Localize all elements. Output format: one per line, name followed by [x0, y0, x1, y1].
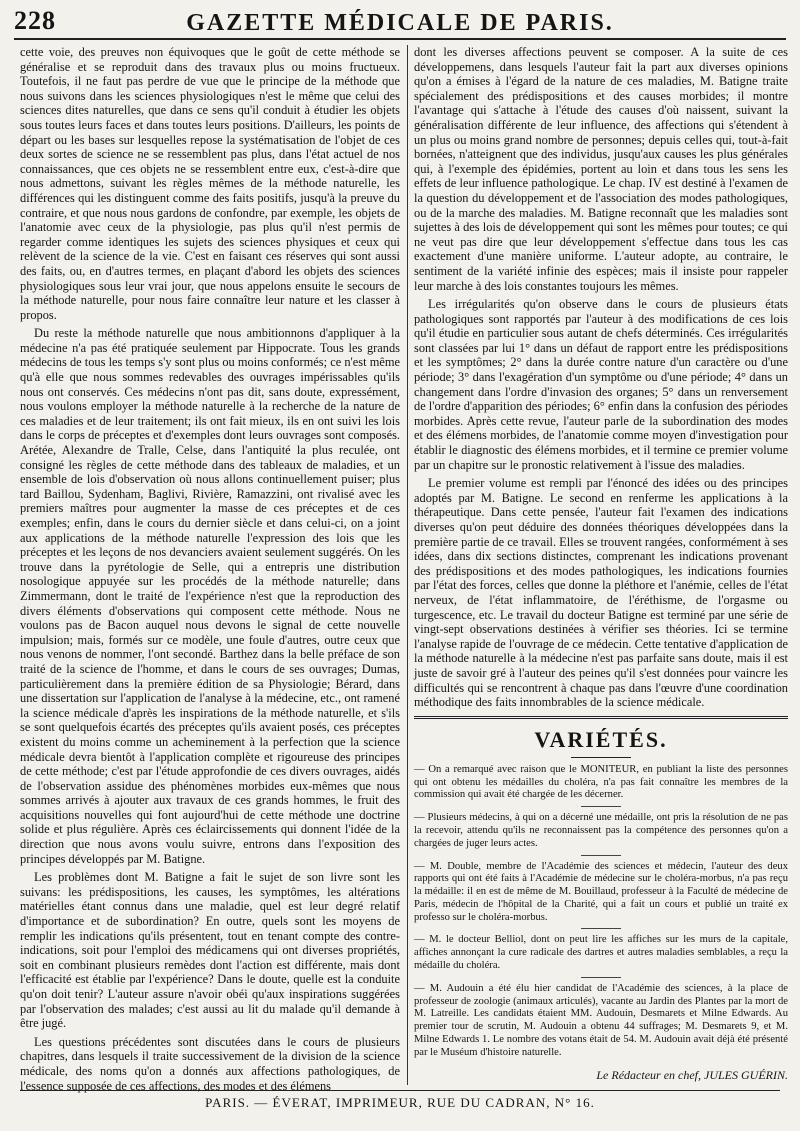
item-separator	[581, 855, 621, 856]
item-separator	[581, 806, 621, 807]
article-columns	[20, 45, 788, 1093]
heading-rule	[571, 757, 631, 758]
paragraph: Les problèmes dont M. Batigne a fait le sujet de son livre sont les suivans: les prédispositions, les causes, les symptômes, les altérations matérielles étant connus dans une maladie, quel est leur degré relatif d'importance et de subordination? En outre, quels sont les moyens de remplir les indications qu'ils présentent, tout en tenant compte des contre-indications, soit pour l'emploi des médicamens qui ont diverses propriétés, soit en combinant plusieurs remèdes dont l'action est différente, mais dont l'efficacité est établie par l'expérience? Dans le doute, quelle est la conduite qu'on doit tenir? L'auteur assure n'avoir obéi qu'aux inspirations suggérées par l'observation des malades; c'est aussi au lit du malade qu'il demande à être jugé.	[20, 870, 400, 1031]
news-item: — M. Double, membre de l'Académie des sciences et médecin, l'auteur des deux rapports qui ont été faits à l'Académie de médecine sur le choléra-morbus, n'a pas reçu la médaille: il en est de même de M. Bouillaud, professeur à la Faculté de médecine de Paris, médecin de l'hôpital de la Charité, qui a fait un cours et publié un traité ex professo sur le choléra-morbus.	[414, 860, 788, 923]
news-item: — On a remarqué avec raison que le MONITEUR, en publiant la liste des personnes qui ont obtenu les médailles du choléra, n'a pas fait connaître les membres de la commission qui avait été chargée de les décerner.	[414, 763, 788, 801]
news-item: — M. le docteur Belliol, dont on peut lire les affiches sur les murs de la capitale, affiches annonçant la cure radicale des dartres et autres maladies semblables, a reçu la médaille du choléra.	[414, 934, 788, 972]
page-number: 228	[14, 6, 56, 35]
item-separator	[581, 928, 621, 929]
news-item: — M. Audouin a été élu hier candidat de l'Académie des sciences, à la place de professeur de zoologie (animaux articulés), vacante au Jardin des Plantes par la mort de M. Latreille. Les candidats étaient MM. Audouin, Desmarets et Milne Edwards. Au premier tour de scrutin, M. Audouin a obtenu 44 suffrages; M. Desmarets 9, et M. Milne Edwards 1. Le nombre des votans était de 54. M. Audouin avait déjà été présenté par le Muséum d'histoire naturelle.	[414, 982, 788, 1058]
paragraph: cette voie, des preuves non équivoques que le goût de cette méthode se généralise et se reproduit dans des travaux plus ou moins fructueux. Toutefois, il ne faut pas perdre de vue que le principe de la méthode que nous suivons dans les sciences physiologiques n'est le même que celui des sciences dites naturelles, que dans ce sens qu'il conduit à étudier les objets sous toutes leurs faces et dans toutes leurs positions. D'ailleurs, les points de départ ou les bases sur lesquelles repose la systématisation de l'objet de ces deux sortes de science ne se ressemblent pas plus, dans l'état actuel de nos connaissances, que ces objets ne se ressemblent entre eux, c'est-à-dire que nous admettons, suivant les règles mêmes de la méthode naturelle, les différences qui les distinguent comme des faits positifs, jusqu'à la preuve du contraire, et que nous nous gardons de confondre, par exemple, les objets de l'anatomie avec ceux de la physiologie, pas plus qu'il n'est permis de regarder comme identiques les sujets des sciences physiques et ceux qui relèvent de la science de la vie. C'est en faisant ces réserves qui sont aussi des faits, ou, en d'autres termes, en plaçant d'abord les objets des sciences physiologiques sous leur vrai jour, que nous appelons ensuite le secours de la méthode naturelle, pour nous faire connaître leur nature et les classer à propos.	[20, 45, 400, 322]
section-divider	[414, 716, 788, 719]
paragraph: Les irrégularités qu'on observe dans le cours de plusieurs états pathologiques sont rapportés par l'auteur à des modifications de ces lois qu'il étudie en particulier sous autant de chefs déterminés. Ces irrégularités sont classées par lui 1° dans un défaut de rapport entre les prédispositions et les symptômes; 2° dans la durée contre nature d'un caractère ou d'une période; 3° dans l'exagération d'un symptôme ou d'une période; 4° dans un changement dans l'ordre d'invasion des organes; 5° dans un renversement de l'ordre d'apparition des périodes; 6° enfin dans la confusion des périodes morbides. Après cette revue, l'auteur parle de la subordination des modes et des élémens morbides, de l'anatomie comme moyen d'investigation pour établir le diagnostic des élémens morbides, et il termine ce premier volume par un chapitre sur le pronostic relativement à l'issue des maladies.	[414, 297, 788, 472]
page-header	[14, 4, 786, 40]
right-column	[414, 45, 788, 1085]
paragraph: Le premier volume est rempli par l'énoncé des idées ou des principes adoptés par M. Batigne. Le second en renferme les applications à la thérapeutique. Dans cette pensée, l'auteur fait l'examen des indications diverses qu'on peut déduire des données théoriques développées dans la première partie de ce travail. Elles se trouvent rangées, conformément à ses idées, dans dix sections distinctes, comprenant les indications provenant des prédispositions et des modes pathologiques, les indications fournies par l'état des forces, celles que donne la pléthore et l'anémie, celles de l'état nerveux, de l'état inflammatoire, de l'éréthisme, de l'orgasme ou turgescence, etc. Le travail du docteur Batigne est terminé par une série de vingt-sept observations destinées à vérifier ses théories. Ici se termine l'analyse rapide de l'ouvrage de ce médecin. Cette tentative d'application de la méthode naturelle à la médecine n'est pas parfaite sans doute, mais il est juste de savoir gré à l'auteur des peines qu'il s'est données pour vaincre les difficultés qui se rencontrent à chaque pas dans l'œuvre d'une coordination méthodique des faits innombrables de la science médicale.	[414, 476, 788, 710]
paragraph: Du reste la méthode naturelle que nous ambitionnons d'appliquer à la médecine n'a pas été pratiquée seulement par Hippocrate. Tous les grands médecins de tous les temps s'y sont plus ou moins conformés; ce n'est même qu'à elle que nous sommes redevables des ouvrages impérissables qu'ils nous ont conservés. Ces médecins n'ont pas dit, sans doute, expressément, nous voulons employer la méthode naturelle à la recherche de la nature de ces maladies et de leur traitement; ils ont fait mieux, ils en ont suivi les lois dans le corps de préceptes et d'exemples dont leurs ouvrages sont composés. Arétée, Alexandre de Tralle, Celse, dans l'antiquité la plus reculée, ont consigné les règles de cette méthode dans des tableaux de maladies, et un ensemble de lois d'observation où nous allons continuellement puiser; plus tard Baillou, Sydenham, Baglivi, Rivière, Ramazzini, ont rivalisé avec les premiers maîtres pour augmenter la masse de ces préceptes et de ces exemples; enfin, dans le cours du dernier siècle et dans celui-ci, on a joint aux applications de la méthode naturelle l'expression des lois que les préceptes et les leçons de nos devanciers avaient seulement suggérés. On les trouve dans la pyrétologie de Selle, qui a entrepris une distribution nosologique appuyée sur les procédés de la méthode naturelle; dans Zimmermann, dont le traité de l'expérience n'est que la reproduction des divers éléments d'observations qui composent cette méthode. Nous ne voulons pas de Bacon auquel nous devons le signal de cette nouvelle impulsion; mais, formés sur ce modèle, une foule d'autres, outre ceux que nous venons de nommer, l'ont secondé. Barthez dans la belle préface de son traité de la science de l'homme, et dans le cours de ses ouvrages; Dumas, particulièrement dans la première édition de sa Physiologie; Bérard, dans une dissertation sur l'application de l'analyse à la médecine, etc., ont ramené la science médicale d'après les inspirations de la méthode naturelle, et s'ils se sont quelquefois écartés des préceptes qu'ils avaient posés, ces préceptes existent du moins comme un acheminement à la perfection que la science médicale devra bientôt à l'application complète et rigoureuse des principes de cette méthode; c'est par l'étude approfondie de ces divers ouvrages, aidés de l'observation assidue des phénomènes morbides eux-mêmes que nous sommes arrivés à ajouter aux travaux de ces grands hommes, le fruit des acquisitions nouvelles qui font aujourd'hui de cette méthode une doctrine solide et plus régulière. Après ces éclaircissements qui donnent l'idée de la direction que nous avons voulu suivre, entrons dans l'exposition des principes développés par M. Batigne.	[20, 326, 400, 866]
varietes-heading: VARIÉTÉS.	[534, 726, 668, 752]
left-column	[20, 45, 400, 1093]
column-divider	[407, 45, 408, 1085]
paragraph: dont les diverses affections peuvent se composer. A la suite de ces développemens, dans lesquels l'auteur fait la part aux diverses opinions qu'on a émises à l'égard de la nature de ces maladies, M. Batigne traite spécialement des prédispositions et des causes morbides; il montre l'avantage qui s'attache à l'étude des causes d'où naissent, suivant la généralisation différente de leur influence, des affections qui s'étendent à un plus ou moins grand nombre de personnes; depuis celles qui, tout-à-fait bornées, n'atteignent que des individus, jusqu'aux causes les plus générales qui, à l'exemple des épidémies, portent au loin et dans tous les sens les effets de leur influence pathologique. Le chap. IV est destiné à l'examen de la question du développement et de l'association des modes pathologiques, ou de la marche des maladies. M. Batigne reconnaît que les maladies sont sujettes à des lois de développement qui sont les mêmes pour toutes; ce qui ne veut pas dire que leur développement s'effectue dans tous les cas exactement d'une manière uniforme. L'auteur adopte, au contraire, le sentiment de la variété infinie des espèces; mais il insiste pour rappeler leur marche à des lois constantes toujours les mêmes.	[414, 45, 788, 293]
printer-footer: PARIS. — ÉVERAT, IMPRIMEUR, RUE DU CADRAN, N° 16.	[20, 1090, 780, 1121]
newspaper-title: GAZETTE MÉDICALE DE PARIS.	[186, 10, 614, 36]
news-item: — Plusieurs médecins, à qui on a décerné une médaille, ont pris la résolution de ne pas la recevoir, attendu qu'ils ne reconnaissent pas la compétence des personnes qu'on a chargées de juger leurs actes.	[414, 812, 788, 849]
editor-signature: Le Rédacteur en chef, JULES GUÉRIN.	[596, 1067, 788, 1082]
item-separator	[581, 977, 621, 978]
paragraph: Les questions précédentes sont discutées dans le cours de plusieurs chapitres, dans lesquels il traite successivement de la division de la science médicale, des noms qu'on a donnés aux affections pathologiques, de l'essence supposée de ces affections, des modes et des élémens	[20, 1034, 400, 1093]
